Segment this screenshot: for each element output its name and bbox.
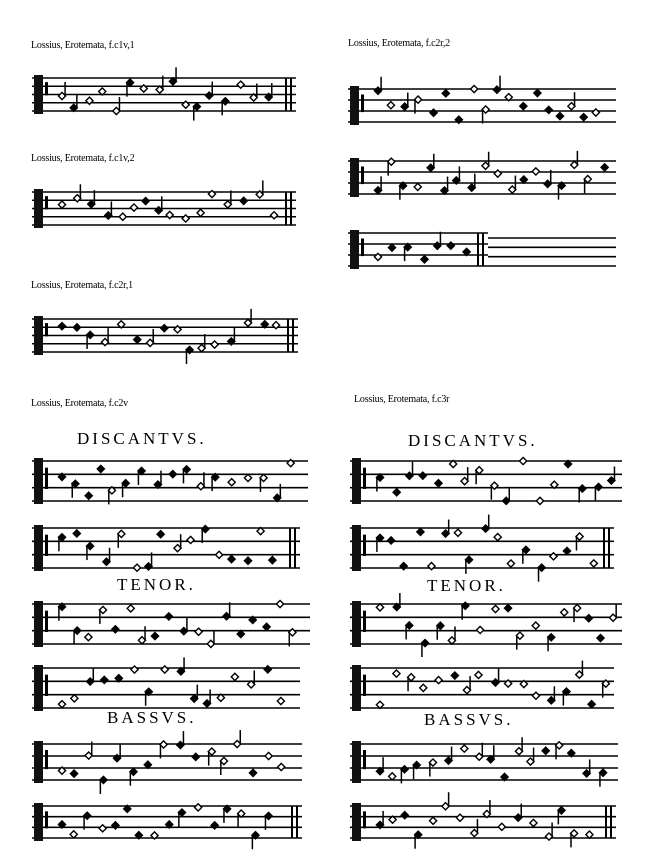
caption-c2r-2: Lossius, Erotemata, f.c2r,2	[348, 38, 450, 49]
caption-c1v-2: Lossius, Erotemata, f.c1v,2	[31, 153, 135, 164]
music-staff	[488, 232, 616, 272]
music-staff	[350, 598, 622, 650]
music-staff	[32, 313, 298, 358]
music-staff	[32, 738, 302, 786]
music-staff	[32, 522, 300, 574]
part-heading-bassus-c2v: BASSVS.	[107, 708, 197, 727]
music-staff	[32, 598, 310, 650]
part-heading-discantus-c3r: DISCANTVS.	[408, 431, 538, 450]
music-staff	[350, 800, 616, 844]
caption-c2v: Lossius, Erotemata, f.c2v	[31, 398, 128, 409]
music-staff	[32, 662, 300, 714]
music-staff	[350, 738, 618, 786]
music-staff	[348, 83, 616, 128]
music-staff	[348, 227, 488, 272]
music-staff	[350, 662, 614, 714]
part-heading-bassus-c3r: BASSVS.	[424, 710, 514, 729]
music-staff	[32, 455, 308, 507]
music-staff	[32, 800, 302, 844]
caption-c1v-1: Lossius, Erotemata, f.c1v,1	[31, 40, 135, 51]
caption-c3r: Lossius, Erotemata, f.c3r	[354, 394, 450, 405]
music-staff	[32, 186, 296, 231]
caption-c2r-1: Lossius, Erotemata, f.c2r,1	[31, 280, 133, 291]
music-staff	[350, 455, 622, 507]
part-heading-discantus-c2v: DISCANTVS.	[77, 429, 207, 448]
part-heading-tenor-c3r: TENOR.	[427, 576, 506, 595]
music-staff	[348, 155, 616, 200]
part-heading-tenor-c2v: TENOR.	[117, 575, 196, 594]
music-staff	[350, 522, 614, 574]
music-staff	[32, 72, 296, 117]
